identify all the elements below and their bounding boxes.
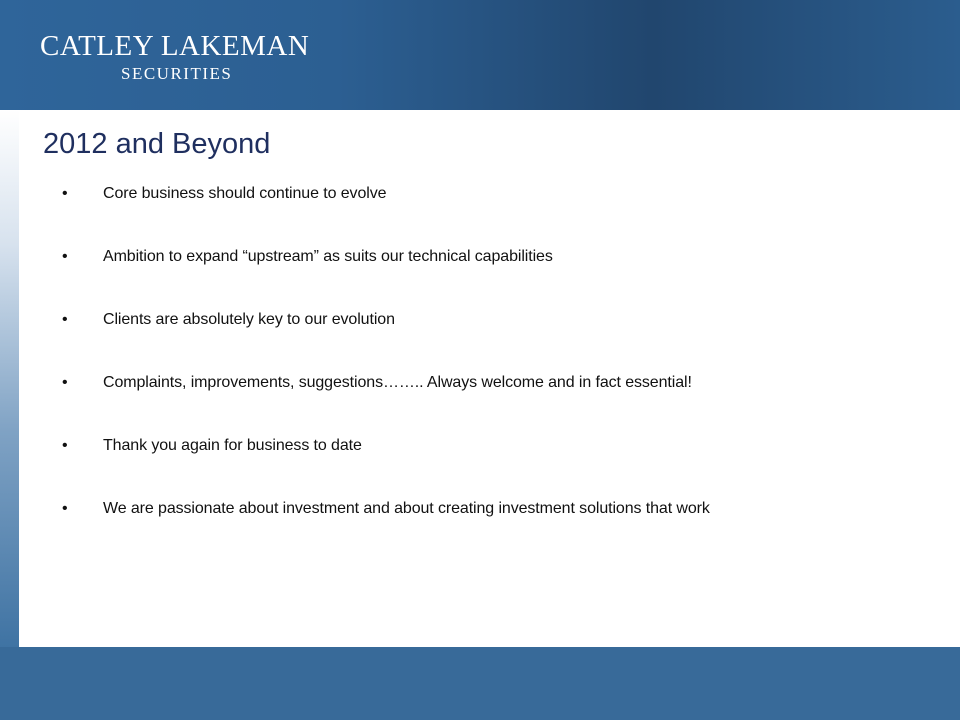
bullet-marker: • [62,437,68,454]
left-gradient-strip [0,110,19,647]
bullet-item [60,309,940,372]
bullet-text: We are passionate about investment and about creating investment solutions that work [103,500,710,517]
bullet-marker: • [62,248,68,265]
brand-name: CATLEY LAKEMAN [40,30,310,62]
bullet-marker: • [62,185,68,202]
bullet-text: Thank you again for business to date [103,437,362,454]
bullet-item [60,183,940,246]
brand-subtitle: SECURITIES [121,64,233,83]
bullet-item [60,372,940,435]
bullet-item [60,498,940,561]
page-title: 2012 and Beyond [43,128,271,160]
bullet-marker: • [62,311,68,328]
footer-band [0,647,960,720]
bullet-item [60,435,940,498]
bullet-text: Clients are absolutely key to our evolution [103,311,395,328]
bullet-marker: • [62,500,68,517]
header-band [0,0,960,110]
bullet-text: Complaints, improvements, suggestions…….. Always welcome and in fact essential! [103,374,692,391]
bullet-item [60,246,940,309]
bullet-text: Ambition to expand “upstream” as suits our technical capabilities [103,248,553,265]
bullet-marker: • [62,374,68,391]
bullet-text: Core business should continue to evolve [103,185,387,202]
bullet-list [60,183,940,561]
